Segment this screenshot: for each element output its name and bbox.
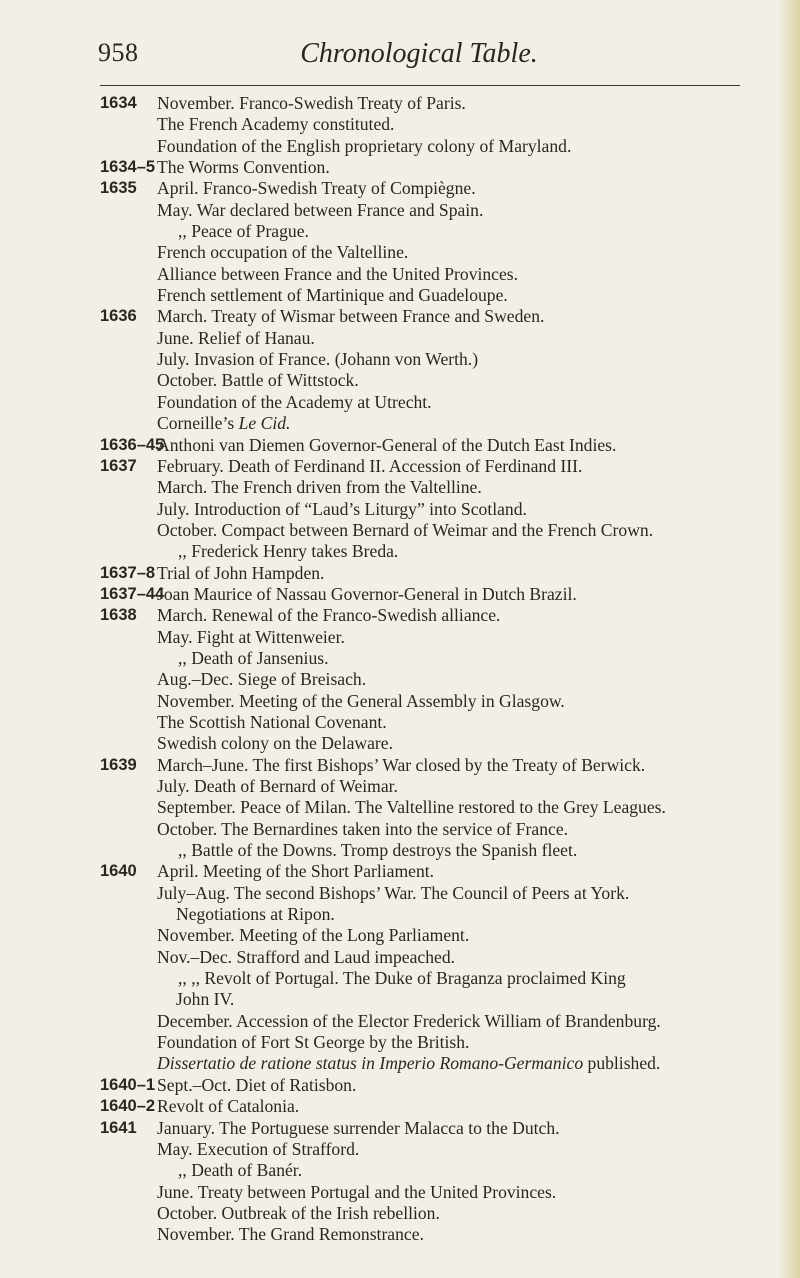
entry-year: 1637–44 (100, 584, 165, 603)
chronology-entry (0, 989, 800, 1010)
entry-text-main: January. The Portuguese surrender Malacca to the Dutch. (157, 1117, 560, 1138)
entry-text (157, 435, 616, 456)
entry-text-main: French settlement of Martinique and Guadeloupe. (157, 285, 508, 306)
entry-text-main: Swedish colony on the Delaware. (157, 733, 393, 754)
entry-text (157, 819, 568, 840)
entry-text-after: published. (583, 1053, 661, 1074)
entry-text (157, 114, 394, 135)
chronology-entry (0, 669, 800, 690)
entry-year: 1637–8 (100, 563, 156, 582)
entry-text-main: ,, ,, Revolt of Portugal. The Duke of Braganza proclaimed King (178, 968, 626, 989)
entry-year: 1635 (100, 179, 137, 198)
entry-text-main: July. Invasion of France. (Johann von Werth.) (157, 349, 479, 370)
entry-text (157, 1182, 556, 1203)
entry-text (157, 178, 476, 199)
chronology-entry (0, 1139, 800, 1160)
entry-text-main: October. The Bernardines taken into the service of France. (157, 818, 569, 839)
chronology-entry (0, 1075, 800, 1096)
entry-text-main: November. Franco-Swedish Treaty of Paris. (157, 93, 466, 113)
chronology-entry (0, 627, 800, 648)
chronology-entry (0, 477, 800, 498)
chronology-entry (0, 392, 800, 413)
entry-text-main: November. Meeting of the Long Parliament. (157, 925, 470, 946)
entry-text (157, 563, 324, 584)
entry-year: 1640–2 (100, 1097, 156, 1116)
entry-text-main: ,, Battle of the Downs. Tromp destroys the Spanish fleet. (178, 840, 578, 861)
entry-text (157, 264, 518, 285)
chronology-list (0, 93, 800, 1246)
chronology-entry (0, 584, 800, 605)
entry-italic-title: Le Cid. (238, 413, 291, 434)
chronology-entry (0, 242, 800, 263)
chronology-entry (0, 1011, 800, 1032)
entry-text-main: April. Franco-Swedish Treaty of Compiègne. (157, 178, 476, 199)
chronology-entry (0, 285, 800, 306)
entry-text (157, 1118, 560, 1139)
entry-text-main: October. Compact between Bernard of Weimar and the French Crown. (157, 519, 654, 540)
entry-text-main: Foundation of the English proprietary colony of Maryland. (157, 135, 572, 156)
entry-text-main: June. Relief of Hanau. (157, 327, 315, 348)
entry-text (178, 221, 309, 242)
chronology-entry (0, 1053, 800, 1074)
chronology-entry (0, 819, 800, 840)
entry-text-main: Trial of John Hampden. (157, 562, 325, 583)
chronology-entry (0, 499, 800, 520)
entry-text (157, 776, 398, 797)
chronology-entry (0, 691, 800, 712)
entry-text (157, 605, 500, 626)
entry-text (157, 925, 469, 946)
running-title: Chronological Table. (300, 38, 538, 69)
entry-text-main: February. Death of Ferdinand II. Accession of Ferdinand III. (157, 455, 583, 476)
page-header (98, 38, 740, 78)
entry-text-main: Anthoni van Diemen Governor-General of the Dutch East Indies. (157, 434, 617, 455)
entry-text (157, 392, 432, 413)
entry-text (157, 669, 366, 690)
chronology-entry (0, 520, 800, 541)
entry-text (157, 200, 483, 221)
entry-text (157, 413, 290, 434)
chronology-entry (0, 1182, 800, 1203)
entry-year: 1640 (100, 862, 137, 881)
entry-text-main: ,, Peace of Prague. (178, 221, 309, 242)
entry-text-main: John IV. (176, 989, 235, 1010)
entry-text (157, 691, 565, 712)
entry-text (178, 968, 626, 989)
entry-text-main: November. The Grand Remonstrance. (157, 1224, 424, 1245)
chronology-entry (0, 1224, 800, 1245)
chronology-entry (0, 925, 800, 946)
entry-year: 1641 (100, 1118, 137, 1137)
entry-text (178, 648, 329, 669)
entry-text (157, 627, 345, 648)
chronology-entry (0, 178, 800, 199)
chronology-entry (0, 883, 800, 904)
entry-text-main: September. Peace of Milan. The Valtelline restored to the Grey Leagues. (157, 797, 666, 818)
chronology-entry (0, 861, 800, 882)
page-number: 958 (98, 38, 139, 67)
chronology-entry (0, 200, 800, 221)
entry-text-main: April. Meeting of the Short Parliament. (157, 861, 435, 882)
chronology-entry (0, 797, 800, 818)
entry-text-main: July–Aug. The second Bishops’ War. The Council of Peers at York. (157, 882, 630, 903)
entry-text (157, 370, 359, 391)
entry-text-main: November. Meeting of the General Assembly in Glasgow. (157, 690, 565, 711)
entry-text-main: October. Battle of Wittstock. (157, 370, 359, 391)
entry-text (157, 947, 455, 968)
chronology-entry (0, 904, 800, 925)
entry-text (157, 883, 629, 904)
chronology-entry (0, 733, 800, 754)
entry-text (157, 1053, 660, 1074)
entry-text-main: Negotiations at Ripon. (176, 904, 335, 925)
entry-text-main: Nov.–Dec. Strafford and Laud impeached. (157, 946, 456, 967)
chronology-entry (0, 947, 800, 968)
entry-text-main: October. Outbreak of the Irish rebellion. (157, 1202, 440, 1223)
entry-text (157, 733, 393, 754)
entry-text-main: Joan Maurice of Nassau Governor-General in Dutch Brazil. (157, 583, 577, 604)
entry-text-main: Sept.–Oct. Diet of Ratisbon. (157, 1074, 357, 1095)
chronology-entry (0, 755, 800, 776)
entry-text (157, 1011, 661, 1032)
chronology-entry (0, 563, 800, 584)
chronology-entry (0, 456, 800, 477)
entry-text (157, 1203, 440, 1224)
entry-text-main: French occupation of the Valtelline. (157, 242, 409, 263)
entry-text (176, 904, 335, 925)
entry-text (178, 840, 577, 861)
chronology-entry (0, 648, 800, 669)
chronology-entry (0, 136, 800, 157)
entry-text (157, 456, 582, 477)
entry-text-main: Foundation of the Academy at Utrecht. (157, 391, 432, 412)
entry-text (178, 541, 398, 562)
entry-text (157, 93, 466, 114)
entry-year: 1637 (100, 456, 137, 475)
entry-text-main: The Scottish National Covenant. (157, 711, 387, 732)
chronology-entry (0, 541, 800, 562)
chronology-entry (0, 1160, 800, 1181)
entry-text (157, 1096, 299, 1117)
chronology-entry (0, 605, 800, 626)
entry-text (157, 349, 478, 370)
chronology-entry (0, 968, 800, 989)
entry-text (157, 520, 653, 541)
entry-text-main: March. Treaty of Wismar between France and Sweden. (157, 306, 545, 327)
entry-text-main: Corneille’s (157, 413, 239, 434)
entry-text (157, 499, 527, 520)
chronology-entry (0, 1032, 800, 1053)
entry-text-main: ,, Death of Jansenius. (178, 647, 329, 668)
entry-text (157, 755, 645, 776)
entry-text (157, 1032, 469, 1053)
chronology-entry (0, 712, 800, 733)
entry-text-main: June. Treaty between Portugal and the United Provinces. (157, 1181, 557, 1202)
entry-text (176, 989, 234, 1010)
entry-text-main: May. War declared between France and Spain. (157, 199, 484, 220)
entry-text (157, 136, 571, 157)
entry-text-main: ,, Death of Banér. (178, 1160, 303, 1181)
chronology-entry (0, 776, 800, 797)
entry-text (157, 157, 330, 178)
entry-text-main: March. The French driven from the Valtelline. (157, 477, 482, 498)
entry-text (157, 712, 387, 733)
entry-text-main: Revolt of Catalonia. (157, 1096, 300, 1117)
entry-text (178, 1160, 302, 1181)
chronology-entry (0, 306, 800, 327)
entry-text (157, 242, 408, 263)
chronology-entry (0, 114, 800, 135)
entry-year: 1638 (100, 606, 137, 625)
chronology-entry (0, 413, 800, 434)
entry-text (157, 861, 434, 882)
entry-text (157, 285, 508, 306)
entry-text (157, 797, 666, 818)
entry-text-main: May. Fight at Wittenweier. (157, 626, 345, 647)
entry-text (157, 1075, 356, 1096)
entry-year: 1636 (100, 307, 137, 326)
entry-text-main: Alliance between France and the United Provinces. (157, 263, 519, 284)
chronology-entry (0, 328, 800, 349)
chronology-entry (0, 157, 800, 178)
entry-text-main: March. Renewal of the Franco-Swedish alliance. (157, 605, 501, 626)
entry-text-main: May. Execution of Strafford. (157, 1138, 360, 1159)
entry-year: 1640–1 (100, 1075, 156, 1094)
entry-text-main: Aug.–Dec. Siege of Breisach. (157, 669, 367, 690)
chronology-entry (0, 1118, 800, 1139)
entry-year: 1639 (100, 755, 137, 774)
entry-text-main: July. Death of Bernard of Weimar. (157, 776, 398, 796)
chronology-entry (0, 1096, 800, 1117)
entry-text (157, 306, 544, 327)
entry-text-main: The French Academy constituted. (157, 114, 395, 135)
entry-text-main: March–June. The first Bishops’ War closed by the Treaty of Berwick. (157, 754, 646, 775)
entry-text-main: ,, Frederick Henry takes Breda. (178, 541, 399, 562)
entry-year: 1634 (100, 94, 137, 112)
chronology-entry (0, 264, 800, 285)
entry-text-main: Foundation of Fort St George by the British. (157, 1032, 470, 1053)
chronology-entry (0, 93, 800, 114)
chronology-entry (0, 840, 800, 861)
chronology-entry (0, 221, 800, 242)
entry-text (157, 1139, 359, 1160)
entry-text (157, 477, 482, 498)
header-rule (100, 85, 740, 86)
entry-italic-title: Dissertatio de ratione status in Imperio Romano-Germanico (157, 1053, 584, 1074)
entry-text (157, 1224, 424, 1245)
entry-text-main: The Worms Convention. (157, 157, 330, 178)
chronology-entry (0, 349, 800, 370)
entry-text-main: July. Introduction of “Laud’s Liturgy” into Scotland. (157, 498, 527, 519)
chronology-entry (0, 435, 800, 456)
chronology-entry (0, 370, 800, 391)
entry-text (157, 584, 577, 605)
entry-year: 1636–45 (100, 435, 165, 454)
chronology-entry (0, 1203, 800, 1224)
entry-year: 1634–5 (100, 158, 156, 177)
entry-text (157, 328, 315, 349)
entry-text-main: December. Accession of the Elector Frederick William of Brandenburg. (157, 1010, 661, 1031)
